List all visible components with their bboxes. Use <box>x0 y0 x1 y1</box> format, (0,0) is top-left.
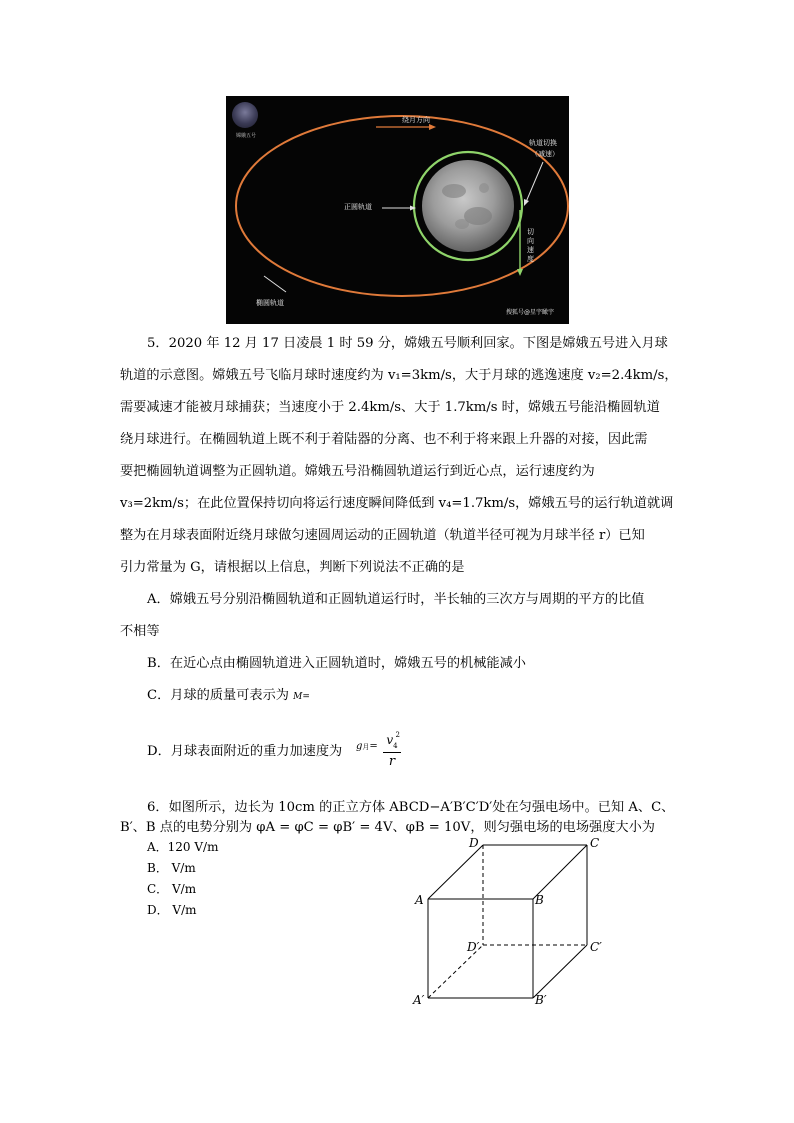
q6-option-b: B． V/m <box>147 861 196 875</box>
label-tangent: 切向速度 <box>527 228 534 263</box>
vertex-a: A <box>415 893 424 907</box>
q6-option-a: A．120 V/m <box>147 840 219 854</box>
q5-option-c-formula: M= <box>293 692 310 702</box>
q6-option-d: D． V/m <box>147 903 197 917</box>
q5-option-c-text: C．月球的质量可表示为 <box>147 688 289 703</box>
q5-option-b: B．在近心点由椭圆轨道进入正圆轨道时，嫦娥五号的机械能减小 <box>147 656 526 671</box>
q5-option-c <box>147 684 310 703</box>
q5-option-d-text: D．月球表面附近的重力加速度为 <box>147 744 343 759</box>
cube-figure <box>405 833 615 1013</box>
vertex-c: C <box>590 836 600 850</box>
q5-line-6: v₃=2km/s；在此位置保持切向将运行速度瞬间降低到 v₄=1.7km/s，嫦娥五号的运行轨道就调 <box>120 496 674 511</box>
label-switch: 轨道切换 <box>529 139 557 147</box>
q5-line-3: 需要减速才能被月球捕获；当速度小于 2.4km/s、大于 1.7km/s 时，嫦娥五号能沿椭圆轨道 <box>120 400 660 415</box>
q5-line-5: 要把椭圆轨道调整为正圆轨道。嫦娥五号沿椭圆轨道运行到近心点，运行速度约为 <box>120 464 595 479</box>
q6-line-1: 6．如图所示，边长为 10cm 的正立方体 ABCD−A′B′C′D′处在匀强电场中。已知 A、C、 <box>147 800 675 815</box>
vertex-d: D <box>469 836 479 850</box>
q6-option-c: C． V/m <box>147 882 197 896</box>
label-switch-sub: （减速） <box>531 150 559 158</box>
q5-option-a-line-2: 不相等 <box>120 624 160 639</box>
q5-line-8: 引力常量为 G，请根据以上信息，判断下列说法不正确的是 <box>120 560 465 575</box>
q5-option-d-formula: g月= <box>356 741 378 752</box>
vertex-b-prime: B′ <box>535 993 547 1007</box>
vertex-c-prime: C′ <box>590 940 602 954</box>
moon <box>422 160 514 252</box>
q5-line-7: 整为在月球表面附近绕月球做匀速圆周运动的正圆轨道（轨道半径可视为月球半径 r）已知 <box>120 528 645 543</box>
q5-line-1: 5．2020 年 12 月 17 日凌晨 1 时 59 分，嫦娥五号顺利回家。下图是嫦娥五号进入月球 <box>147 336 668 351</box>
q5-line-2: 轨道的示意图。嫦娥五号飞临月球时速度约为 v₁=3km/s，大于月球的逃逸速度 v₂=2.4km/s， <box>120 368 678 383</box>
logo-text: 嫦娥五号 <box>235 133 256 139</box>
vertex-a-prime: A′ <box>413 993 425 1007</box>
q6-line-2: B′、B 点的电势分别为 φA = φC = φB′ = 4V、φB = 10V，则匀强电场的电场强度大小为 <box>120 820 655 835</box>
q5-option-a-line-1: A．嫦娥五号分别沿椭圆轨道和正圆轨道运行时，半长轴的三次方与周期的平方的比值 <box>147 592 645 607</box>
orbit-diagram <box>226 96 569 324</box>
label-ellipse: 椭圆轨道 <box>256 299 284 307</box>
orbit-figure <box>226 96 569 324</box>
vertex-d-prime: D′ <box>467 940 480 954</box>
vertex-b: B <box>535 893 544 907</box>
cube-diagram <box>405 833 615 1013</box>
label-direction: 绕月方向 <box>402 116 430 124</box>
logo-icon <box>232 102 258 128</box>
q5-line-4: 绕月球进行。在椭圆轨道上既不利于着陆器的分离、也不利于将来跟上升器的对接，因此需 <box>120 432 648 447</box>
watermark: 搜狐号@星宇瞰宇 <box>506 309 555 316</box>
q5-option-d-fraction: $v_4$ 2 r <box>383 733 401 771</box>
label-circular: 正圆轨道 <box>344 203 372 211</box>
q5-option-d <box>147 740 342 759</box>
